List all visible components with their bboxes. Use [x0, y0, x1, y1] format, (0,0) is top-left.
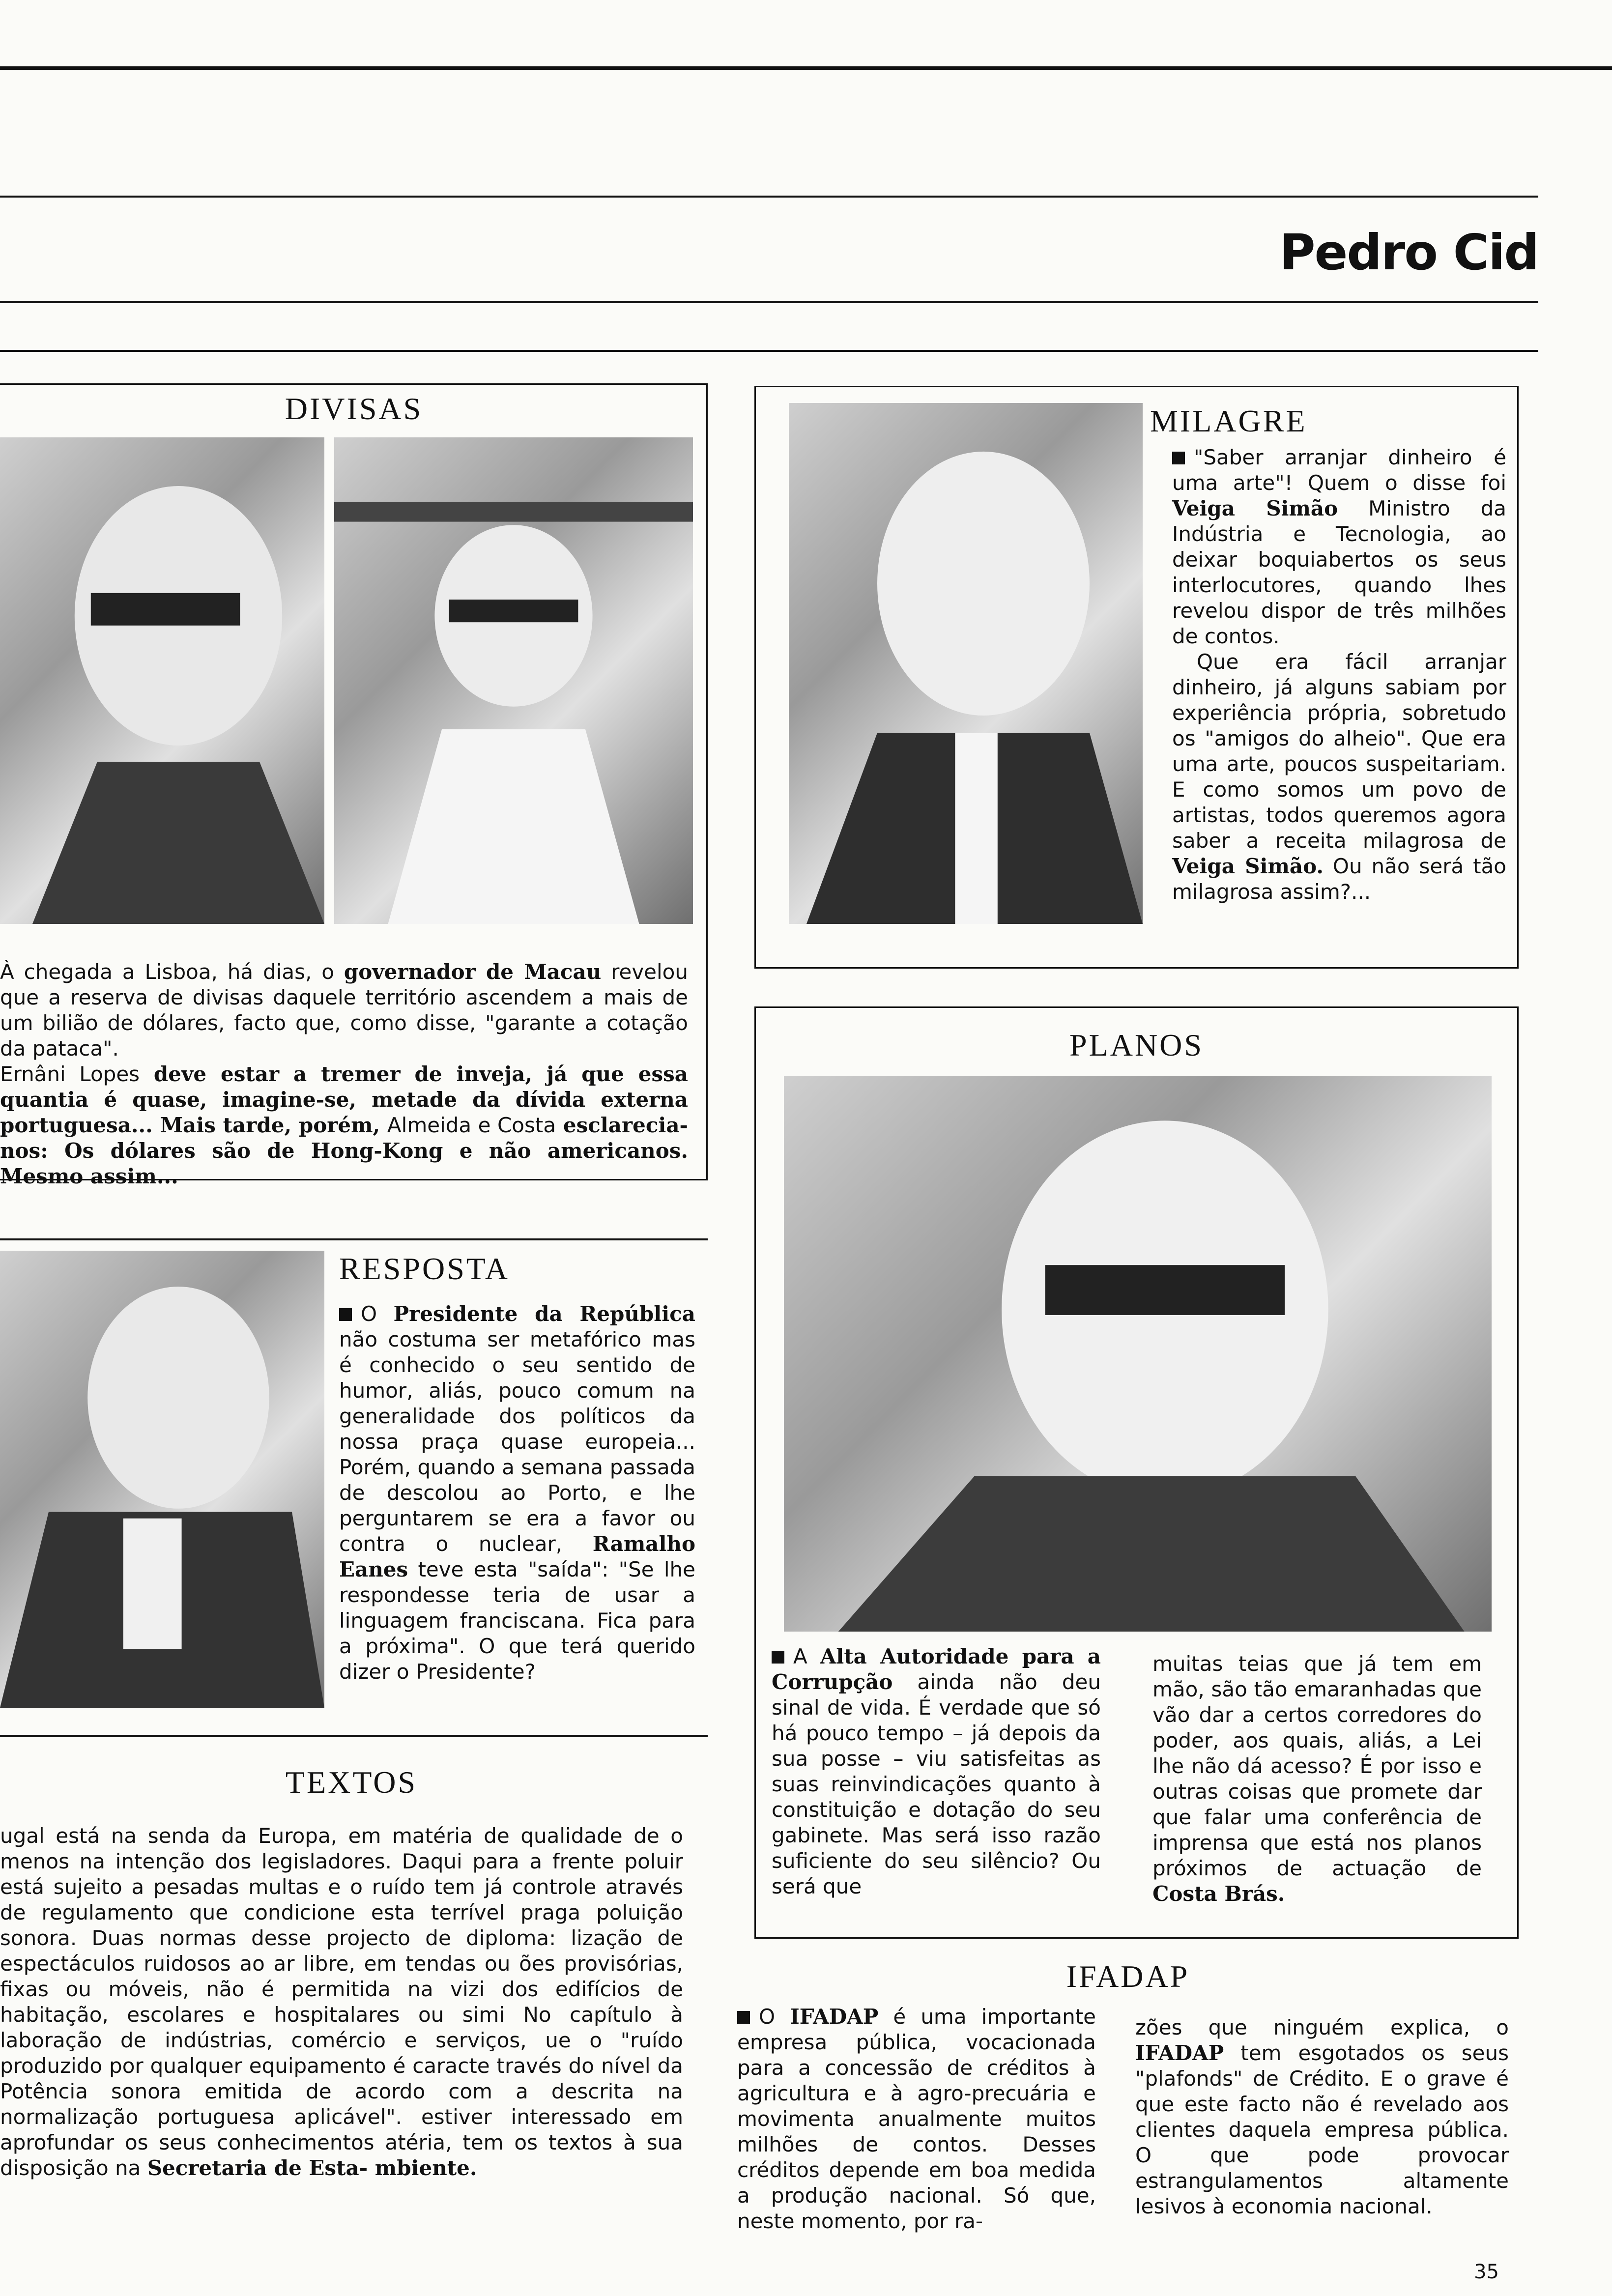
divisas-text	[0, 959, 688, 1189]
textos-text: ugal está na senda da Europa, em matéria de qualidade de o menos na intenção dos legisladores. Daqui para a frente poluir está sujeito a pesadas multas e o ruído tem já controle através de regulamento que condicione esta terrível praga poluição sonora. Duas normas desse projecto de diploma: lização de espectáculos ruidosos ao ar libre, em tendas ou ões provisórias, fixas ou móveis, não é permitida na vizi dos edifícios de habitação, escolares e hospitalares ou simi No capítulo à laboração de indústrias, comércio e serviços, ue o "ruído produzido por qualquer equipamento é caracte través do nível da Potência sonora emitida de acordo com a descrita na normalização portuguesa aplicável". estiver interessado em aprofundar os seus conhecimentos atéria, tem os textos à sua disposição na Secretaria de Esta- mbiente.	[0, 1824, 683, 2180]
milagre-paragraph-2: Que era fácil arranjar dinheiro, já alguns sabiam por experiência própria, sobretudo os "amigos do alheio". Que era uma arte, poucos suspeitariam. E como somos um povo de artistas, todos queremos agora saber a receita milagrosa de Veiga Simão. Ou não será tão milagrosa assim?...	[1172, 650, 1507, 904]
divisas-photo-left	[0, 437, 324, 924]
header-rule-top	[0, 301, 1538, 303]
top-rule-1	[0, 66, 1612, 70]
divisas-paragraph-1: À chegada a Lisboa, há dias, o governador de Macau revelou que a reserva de divisas daquele território ascendem a mais de um bilião de dólares, facto que, como disse, "garante a cotação da pataca".	[0, 960, 688, 1061]
milagre-text	[1172, 445, 1506, 905]
divisas-photo-right	[334, 437, 693, 924]
planos-photo	[784, 1076, 1492, 1632]
resposta-rule	[0, 1238, 708, 1240]
resposta-title: RESPOSTA	[339, 1251, 510, 1286]
planos-col1: A Alta Autoridade para a Corrupção ainda não deu sinal de vida. É verdade que só há pouco tempo – já depois da sua posse – viu satisfeitas as suas reinvindicações quanto à constituição e dotação do seu gabinete. Mas será isso razão suficiente do seu silêncio? Ou será que	[772, 1644, 1101, 1898]
milagre-photo	[789, 403, 1143, 924]
textos-rule	[0, 1735, 708, 1737]
divisas-title: DIVISAS	[285, 391, 423, 426]
ifadap-col2: zões que ninguém explica, o IFADAP tem esgotados os seus "plafonds" de Crédito. E o grave é que este facto não é revelado aos clientes daquela empresa pública. O que pode provocar estrangulamentos altamente lesivos à economia nacional.	[1135, 2015, 1509, 2218]
milagre-title: MILAGRE	[1150, 403, 1307, 438]
divisas-paragraph-2: Ernâni Lopes deve estar a tremer de inveja, já que essa quantia é quase, imagine-se, metade da dívida externa portuguesa... Mais tarde, porém, Almeida e Costa esclarecia-nos: Os dólares são de Hong-Kong e não americanos. Mesmo assim...	[0, 1062, 688, 1188]
bullet-square-icon	[737, 2011, 750, 2024]
resposta-text	[339, 1301, 695, 1685]
ifadap-title: IFADAP	[1066, 1959, 1190, 1994]
resposta-paragraph-1: O Presidente da República não costuma ser metafórico mas é conhecido o seu sentido de humor, aliás, pouco comum na generalidade dos políticos da nossa praça quase europeia... Porém, quando a semana passada de descolou ao Porto, e lhe perguntarem se era a favor ou contra o nuclear, Ramalho Eanes teve esta "saída": "Se lhe respondesse teria de usar a linguagem franciscana. Fica para a próxima". O que terá querido dizer o Presidente?	[339, 1302, 695, 1684]
textos-title: TEXTOS	[285, 1765, 418, 1800]
bullet-square-icon	[339, 1308, 352, 1321]
milagre-paragraph-1: "Saber arranjar dinheiro é uma arte"! Quem o disse foi Veiga Simão Ministro da Indústria e Tecnologia, ao deixar boquiabertos os seus interlocutores, quando lhes revelou dispor de três milhões de contos.	[1172, 445, 1506, 648]
bullet-square-icon	[1172, 452, 1185, 464]
author-name: Pedro Cid	[1279, 224, 1538, 281]
header-rule-bottom	[0, 350, 1538, 352]
resposta-photo	[0, 1251, 324, 1708]
planos-title: PLANOS	[1069, 1028, 1204, 1062]
planos-col2: muitas teias que já tem em mão, são tão emaranhadas que vão dar a certos corredores do poder, aos quais, aliás, a Lei lhe não dá acesso? É por isso e outras coisas que promete dar que falar uma conferência de imprensa que está nos planos próximos de actuação de Costa Brás.	[1152, 1652, 1482, 1906]
ifadap-col1: O IFADAP é uma importante empresa pública, vocacionada para a concessão de créditos à agricultura e à agro-precuária e movimenta anualmente muitos milhões de contos. Desses créditos depende em boa medida a produção nacional. Só que, neste momento, por ra-	[737, 2005, 1096, 2233]
top-rule-2	[0, 196, 1538, 198]
bullet-square-icon	[772, 1651, 784, 1664]
page-number: 35	[1474, 2261, 1499, 2283]
